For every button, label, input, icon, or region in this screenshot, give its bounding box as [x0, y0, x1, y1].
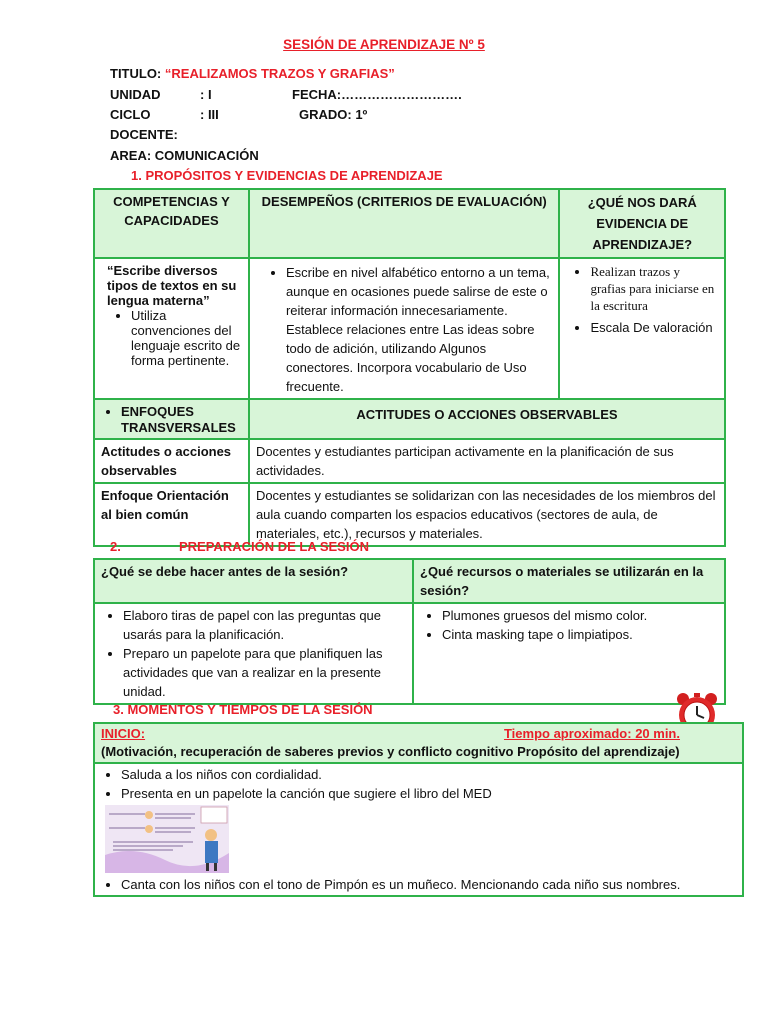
area-line: AREA: COMUNICACIÓN — [110, 148, 259, 163]
ciclo-value: : III — [200, 107, 219, 122]
inicio-header — [94, 723, 743, 763]
page-title: SESIÓN DE APRENDIZAJE Nº 5 — [283, 37, 485, 52]
inicio-item: • Presenta en un papelote la canción que sugiere el libro del MED — [121, 784, 736, 803]
unidad-line — [110, 87, 462, 102]
row2-text: Docentes y estudiantes se solidarizan con las necesidades de los miembros del aula cuando comparten los espacios educativos (sectores de aula, de materiales, etc.), recursos y materiales. — [249, 483, 725, 546]
competencia-cell — [94, 258, 249, 399]
evidencia-item-1: • Realizan trazos y grafias para iniciarse en la escritura — [590, 263, 718, 314]
evidencia-cell — [559, 258, 725, 399]
titulo-value: “REALIZAMOS TRAZOS Y GRAFIAS” — [164, 66, 395, 81]
unidad-value: : I — [200, 87, 212, 102]
capacidad-item: • Utiliza convenciones del lenguaje escrito de forma pertinente. — [131, 308, 242, 368]
recursos-cell — [413, 603, 725, 704]
section2-heading-num: 2. — [110, 539, 121, 554]
section1-heading: 1. PROPÓSITOS Y EVIDENCIAS DE APRENDIZAJE — [131, 168, 443, 183]
antes-cell — [94, 603, 413, 704]
preparation-table — [93, 558, 726, 705]
recursos-item: • Cinta masking tape o limpiatipos. — [442, 625, 718, 644]
header-competencias: COMPETENCIAS Y CAPACIDADES — [94, 189, 249, 258]
actitudes-header: ACTITUDES O ACCIONES OBSERVABLES — [249, 399, 725, 439]
ciclo-label: CICLO — [110, 107, 151, 122]
grado-field: GRADO: 1º — [299, 107, 368, 122]
inicio-label: INICIO: — [101, 726, 146, 741]
row1-label: Actitudes o acciones observables — [94, 439, 249, 483]
enfoques-cell — [94, 399, 249, 439]
inicio-item: • Canta con los niños con el tono de Pimpón es un muñeco. Mencionando cada niño sus nombres. — [121, 875, 736, 894]
unidad-label: UNIDAD — [110, 87, 161, 102]
competencia-text: “Escribe diversos tipos de textos en su lengua materna” — [107, 263, 237, 308]
enfoques-label: • ENFOQUES TRANSVERSALES — [121, 404, 242, 436]
tiempo-label: Tiempo aproximado: 20 min. — [503, 726, 680, 741]
antes-item: • Preparo un papelote para que planifiquen las actividades que van a realizar en la presente unidad. — [123, 644, 406, 701]
evidencia-item-2: • Escala De valoración — [590, 318, 718, 337]
antes-item: • Elaboro tiras de papel con las preguntas que usarás para la planificación. — [123, 606, 406, 644]
header-evidencia: ¿QUÉ NOS DARÁ EVIDENCIA DE APRENDIZAJE? — [559, 189, 725, 258]
docente-line: DOCENTE: — [110, 127, 178, 142]
desempeno-item: • Escribe en nivel alfabético entorno a un tema, aunque en ocasiones puede salirse de este o reiterar información innecesariamente. Establece relaciones entre Las ideas sobre todo de adición, utilizando Algunos conectores. Incorpora vocabulario de Uso frecuente. — [286, 263, 553, 396]
song-poster-image — [105, 805, 229, 873]
desempeno-cell — [249, 258, 560, 399]
row2-label: Enfoque Orientación al bien común — [94, 483, 249, 546]
titulo-line — [110, 66, 395, 81]
fecha-field: FECHA:………………………. — [292, 87, 462, 102]
titulo-label: TITULO: — [110, 66, 162, 81]
moments-table — [93, 722, 744, 897]
ciclo-line — [110, 107, 368, 122]
inicio-subheader: (Motivación, recuperación de saberes previos y conflicto cognitivo Propósito del aprendizaje) — [101, 744, 680, 759]
header-recursos: ¿Qué recursos o materiales se utilizarán en la sesión? — [413, 559, 725, 603]
recursos-item: • Plumones gruesos del mismo color. — [442, 606, 718, 625]
inicio-item: • Saluda a los niños con cordialidad. — [121, 765, 736, 784]
inicio-content — [94, 763, 743, 896]
header-desempenos: DESEMPEÑOS (CRITERIOS DE EVALUACIÓN) — [249, 189, 560, 258]
section3-heading: 3. MOMENTOS Y TIEMPOS DE LA SESIÓN — [113, 702, 373, 717]
section2-heading: PREPARACIÓN DE LA SESIÓN — [179, 539, 369, 554]
header-antes: ¿Qué se debe hacer antes de la sesión? — [94, 559, 413, 603]
row1-text: Docentes y estudiantes participan activamente en la planificación de sus actividades. — [249, 439, 725, 483]
purposes-table — [93, 188, 726, 547]
